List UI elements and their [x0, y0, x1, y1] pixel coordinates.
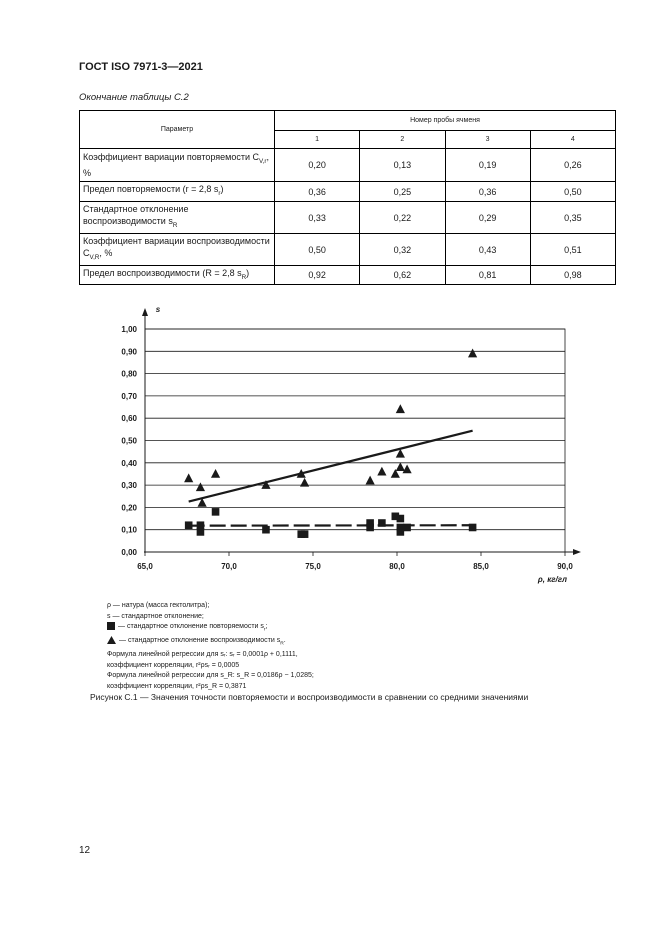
table-caption: Окончание таблицы С.2 — [79, 92, 189, 103]
data-point-square — [397, 524, 405, 532]
y-tick-label: 0,80 — [121, 369, 137, 379]
data-point-triangle — [366, 476, 375, 485]
y-tick-label: 0,20 — [121, 503, 137, 513]
data-point-square — [403, 524, 411, 532]
data-point-triangle — [184, 473, 193, 482]
cell-value: 0,35 — [530, 202, 615, 234]
row-label: Коэффициент вариации воспроизводимости $C_{V,R}$, % — [80, 234, 275, 266]
triangle-marker-icon — [107, 636, 116, 644]
param-header: Параметр — [80, 111, 275, 149]
y-tick-label: 0,90 — [121, 347, 137, 357]
cell-value: 0,22 — [360, 202, 445, 234]
legend-triangle-entry: — стандартное отклонение воспроизводимости $s_R$. — [107, 636, 314, 650]
cell-value: 0,36 — [275, 182, 360, 202]
x-tick-label: 85,0 — [473, 562, 489, 571]
row-label: Стандартное отклонение воспроизводимости $s_R$ — [80, 202, 275, 234]
x-axis-arrow — [573, 549, 581, 555]
legend-square-entry: — стандартное отклонение повторяемости $s_r$; — [107, 622, 314, 636]
y-axis-arrow — [142, 308, 148, 316]
cell-value: 0,25 — [360, 182, 445, 202]
y-tick-label: 0,40 — [121, 458, 137, 468]
x-tick-label: 90,0 — [557, 562, 573, 571]
data-point-triangle — [196, 482, 205, 491]
cell-value: 0,19 — [445, 149, 530, 182]
column-header: 3 — [445, 131, 530, 149]
group-header: Номер пробы ячменя — [275, 111, 616, 131]
y-tick-label: 0,30 — [121, 481, 137, 491]
table-row — [80, 149, 616, 182]
cell-value: 0,51 — [530, 234, 615, 266]
page-number: 12 — [79, 845, 91, 856]
cell-value: 0,13 — [360, 149, 445, 182]
row-label: Предел повторяемости (r = 2,8 $s_r$) — [80, 182, 275, 202]
x-tick-label: 80,0 — [389, 562, 405, 571]
cell-value: 0,26 — [530, 149, 615, 182]
scatter-chart — [100, 300, 600, 590]
row-label: Предел воспроизводимости (R = 2,8 $s_R$) — [80, 266, 275, 285]
data-point-square — [301, 530, 309, 538]
y-tick-label: 1,00 — [121, 325, 137, 334]
y-tick-label: 0,60 — [121, 414, 137, 424]
data-point-square — [197, 528, 205, 536]
legend-formula-4: коэффициент корреляции, r²ρs_R = 0,3871 — [107, 682, 247, 690]
precision-table — [79, 110, 616, 285]
data-point-square — [469, 524, 477, 532]
y-axis-label: s — [155, 305, 161, 314]
cell-value: 0,32 — [360, 234, 445, 266]
data-point-triangle — [377, 467, 386, 476]
legend-formula-3: Формула линейной регрессии для s_R: s_R = 0,0186ρ − 1,0285; — [107, 672, 314, 680]
table-row — [80, 182, 616, 202]
cell-value: 0,29 — [445, 202, 530, 234]
table-row — [80, 234, 616, 266]
x-axis-label: ρ, кг/гл — [537, 575, 567, 584]
cell-value: 0,36 — [445, 182, 530, 202]
data-point-square — [197, 521, 205, 529]
x-tick-label: 75,0 — [305, 562, 321, 571]
y-tick-label: 0,00 — [121, 548, 137, 557]
data-point-triangle — [396, 404, 405, 413]
cell-value: 0,33 — [275, 202, 360, 234]
y-tick-label: 0,50 — [121, 436, 137, 446]
legend-rho: ρ — натура (масса гектолитра); — [107, 602, 210, 609]
figure-caption: Рисунок С.1 — Значения точности повторяемости и воспроизводимости в сравнении со средними значениями — [90, 692, 529, 702]
document-header: ГОСТ ISO 7971-3—2021 — [79, 61, 203, 73]
square-marker-icon — [107, 622, 115, 630]
data-point-square — [185, 521, 193, 529]
data-point-triangle — [211, 469, 220, 478]
cell-value: 0,98 — [530, 266, 615, 285]
y-tick-label: 0,70 — [121, 391, 137, 401]
row-label: Коэффициент вариации повторяемости $C_{V,r}$, % — [80, 149, 275, 182]
cell-value: 0,43 — [445, 234, 530, 266]
chart-canvas — [100, 300, 600, 590]
x-tick-label: 65,0 — [137, 562, 153, 571]
data-point-square — [366, 524, 374, 532]
x-tick-label: 70,0 — [221, 562, 237, 571]
table-row — [80, 266, 616, 285]
cell-value: 0,62 — [360, 266, 445, 285]
y-tick-label: 0,10 — [121, 525, 137, 535]
data-point-square — [397, 515, 405, 523]
data-point-square — [262, 526, 270, 534]
figure-legend — [107, 601, 314, 693]
column-header: 1 — [275, 131, 360, 149]
cell-value: 0,20 — [275, 149, 360, 182]
cell-value: 0,50 — [530, 182, 615, 202]
legend-formula-2: коэффициент корреляции, r²ρsᵣ = 0,0005 — [107, 661, 240, 669]
cell-value: 0,50 — [275, 234, 360, 266]
column-header: 2 — [360, 131, 445, 149]
regression-line — [189, 431, 473, 502]
data-point-triangle — [402, 464, 411, 473]
legend-s: s — стандартное отклонение; — [107, 612, 204, 620]
cell-value: 0,81 — [445, 266, 530, 285]
data-point-square — [212, 508, 220, 516]
table-row — [80, 202, 616, 234]
column-header: 4 — [530, 131, 615, 149]
data-point-square — [378, 519, 386, 527]
data-point-triangle — [300, 478, 309, 487]
legend-formula-1: Формула линейной регрессии для sᵣ: sᵣ = 0,0001ρ + 0,1111, — [107, 651, 298, 659]
data-point-triangle — [396, 462, 405, 471]
cell-value: 0,92 — [275, 266, 360, 285]
data-point-triangle — [468, 349, 477, 358]
